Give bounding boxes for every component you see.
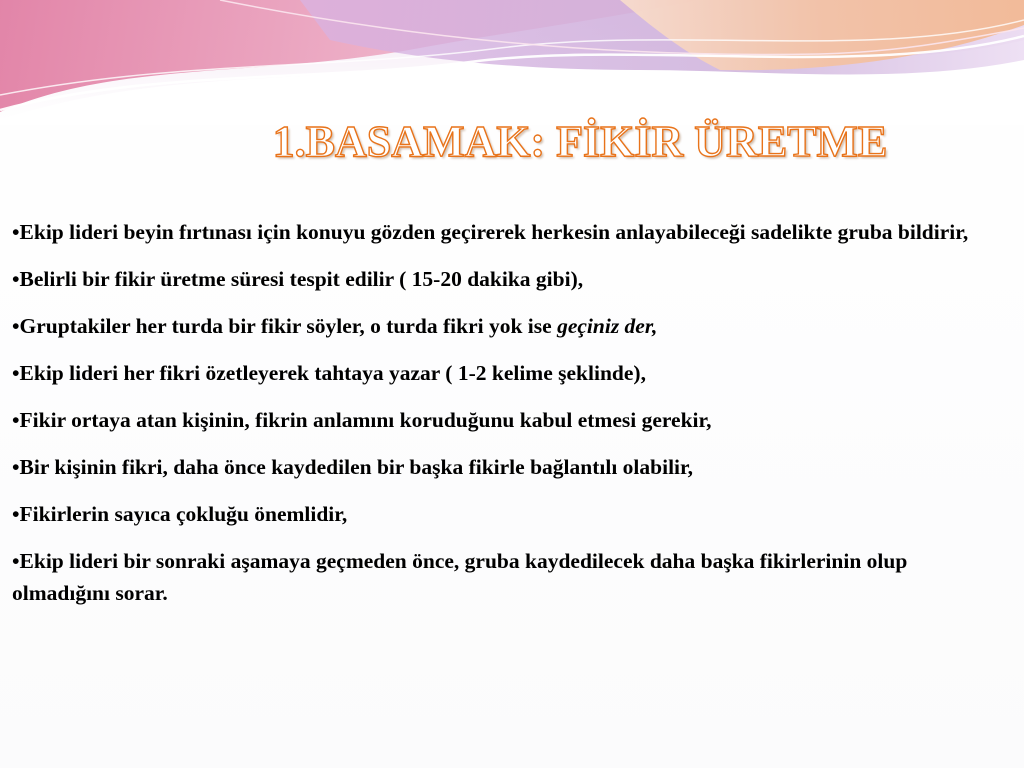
bullet-marker: • xyxy=(12,220,20,244)
bullet-marker: • xyxy=(12,267,20,291)
bullet-marker: • xyxy=(12,314,20,338)
bullet-item xyxy=(12,263,1002,295)
bullet-text: Fikir ortaya atan kişinin, fikrin anlamını koruduğunu kabul etmesi gerekir, xyxy=(19,408,712,432)
bullet-list xyxy=(12,216,1002,624)
bullet-marker: • xyxy=(12,455,20,479)
header-wave-decoration xyxy=(0,0,1024,125)
bullet-italic-text: geçiniz der, xyxy=(557,314,658,338)
bullet-marker: • xyxy=(12,502,20,526)
bullet-marker: • xyxy=(12,361,20,385)
slide-title: 1.BASAMAK: FİKİR ÜRETME xyxy=(272,117,888,166)
bullet-text: Ekip lideri bir sonraki aşamaya geçmeden önce, gruba kaydedilecek daha başka fikirlerinin olup olmadığını sorar. xyxy=(12,549,908,605)
bullet-marker: • xyxy=(12,408,20,432)
bullet-text: Gruptakiler her turda bir fikir söyler, o turda fikri yok ise xyxy=(19,314,558,338)
bullet-text: Ekip lideri her fikri özetleyerek tahtaya yazar ( 1-2 kelime şeklinde), xyxy=(19,361,646,385)
bullet-item xyxy=(12,545,1002,609)
bullet-marker: • xyxy=(12,549,20,573)
bullet-text: Fikirlerin sayıca çokluğu önemlidir, xyxy=(19,502,348,526)
bullet-item xyxy=(12,357,1002,389)
bullet-item xyxy=(12,404,1002,436)
bullet-item xyxy=(12,451,1002,483)
bullet-item xyxy=(12,498,1002,530)
bullet-text: Bir kişinin fikri, daha önce kaydedilen bir başka fikirle bağlantılı olabilir, xyxy=(19,455,693,479)
bullet-item xyxy=(12,310,1002,342)
bullet-item xyxy=(12,216,1002,248)
bullet-text: Belirli bir fikir üretme süresi tespit edilir ( 15-20 dakika gibi), xyxy=(19,267,584,291)
bullet-text: Ekip lideri beyin fırtınası için konuyu gözden geçirerek herkesin anlayabileceği sadelikte gruba bildirir, xyxy=(19,220,969,244)
